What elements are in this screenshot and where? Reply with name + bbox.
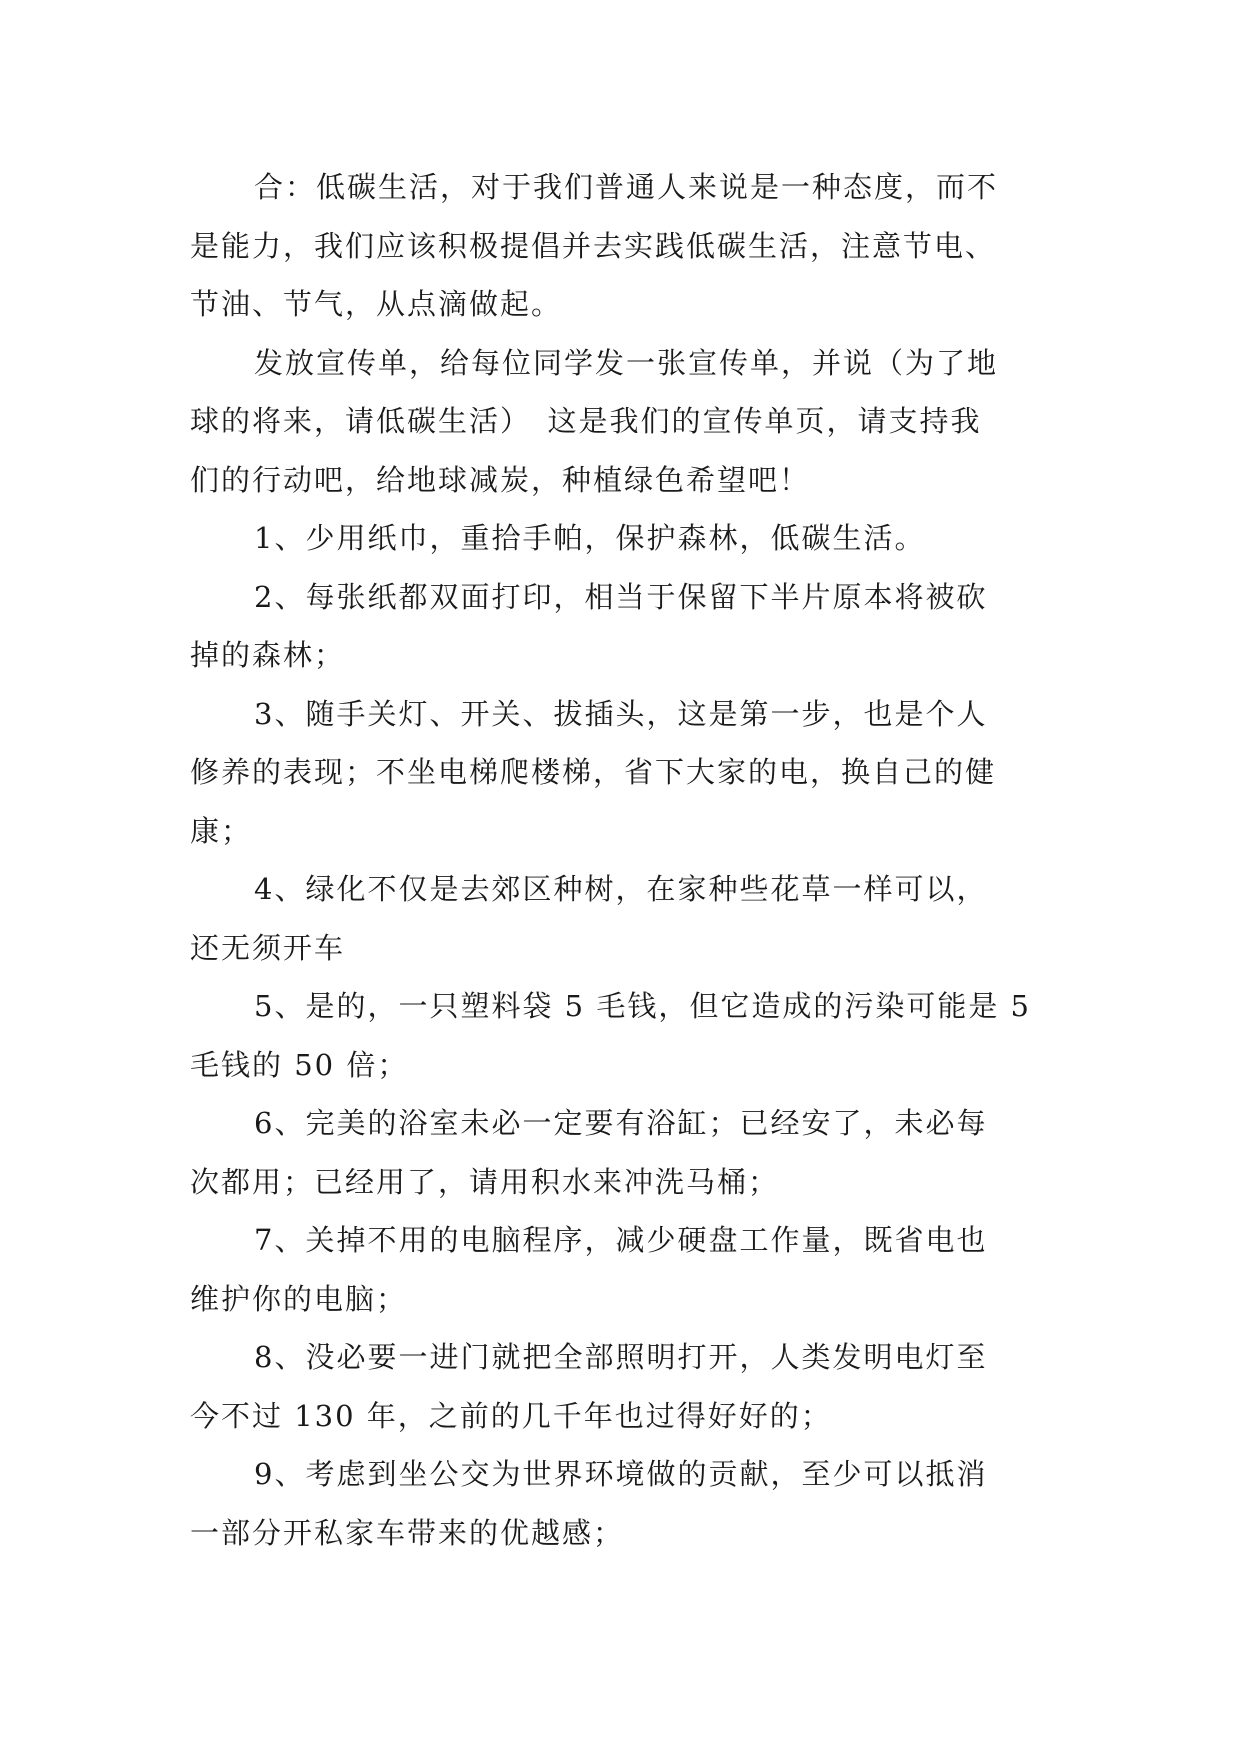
list-item-6 (190, 1094, 1070, 1211)
text-line: 次都用；已经用了，请用积水来冲洗马桶； (190, 1164, 780, 1199)
text-line: 是能力，我们应该积极提倡并去实践低碳生活，注意节电、 (190, 228, 997, 263)
text-line: 1、少用纸巾，重拾手帕，保护森林，低碳生活。 (254, 521, 926, 555)
list-item-9 (190, 1445, 1070, 1562)
text-line: 4、绿化不仅是去郊区种树，在家种些花草一样可以， (254, 872, 988, 906)
text-line: 7、关掉不用的电脑程序，减少硬盘工作量，既省电也 (254, 1223, 988, 1257)
text-line: 合：低碳生活，对于我们普通人来说是一种态度，而不 (254, 170, 999, 204)
text-line: 5、是的，一只塑料袋 5 毛钱，但它造成的污染可能是 5 (254, 989, 1032, 1023)
text-line: 2、每张纸都双面打印，相当于保留下半片原本将被砍 (254, 579, 988, 614)
text-line: 发放宣传单，给每位同学发一张宣传单，并说（为了地 (254, 345, 999, 380)
list-item-4 (190, 860, 1070, 977)
list-item-3 (190, 685, 1070, 861)
paragraph-flyer (190, 334, 1070, 510)
list-item-7 (190, 1211, 1070, 1328)
text-line: 掉的森林； (190, 638, 346, 672)
document-body (190, 158, 1070, 1562)
text-line: 还无须开车 (190, 930, 346, 965)
list-item-1 (190, 509, 1070, 568)
paragraph-conclusion (190, 158, 1070, 334)
text-line: 球的将来，请低碳生活） 这是我们的宣传单页，请支持我 (190, 404, 982, 438)
text-line: 毛钱的 50 倍； (190, 1047, 409, 1082)
text-line: 今不过 130 年，之前的几千年也过得好好的； (190, 1398, 832, 1433)
list-item-2 (190, 568, 1070, 685)
text-line: 康； (190, 813, 253, 848)
text-line: 8、没必要一进门就把全部照明打开，人类发明电灯至 (254, 1340, 988, 1374)
text-line: 3、随手关灯、开关、拔插头，这是第一步，也是个人 (254, 696, 988, 731)
list-item-8 (190, 1328, 1070, 1445)
text-line: 维护你的电脑； (190, 1281, 408, 1316)
text-line: 一部分开私家车带来的优越感； (190, 1515, 625, 1550)
text-line: 修养的表现；不坐电梯爬楼梯，省下大家的电，换自己的健 (190, 755, 997, 789)
text-line: 9、考虑到坐公交为世界环境做的贡献，至少可以抵消 (254, 1457, 988, 1491)
text-line: 节油、节气，从点滴做起。 (190, 287, 563, 321)
list-item-5 (190, 977, 1070, 1094)
text-line: 6、完美的浴室未必一定要有浴缸；已经安了，未必每 (254, 1106, 988, 1140)
text-line: 们的行动吧，给地球减炭，种植绿色希望吧！ (190, 462, 811, 497)
